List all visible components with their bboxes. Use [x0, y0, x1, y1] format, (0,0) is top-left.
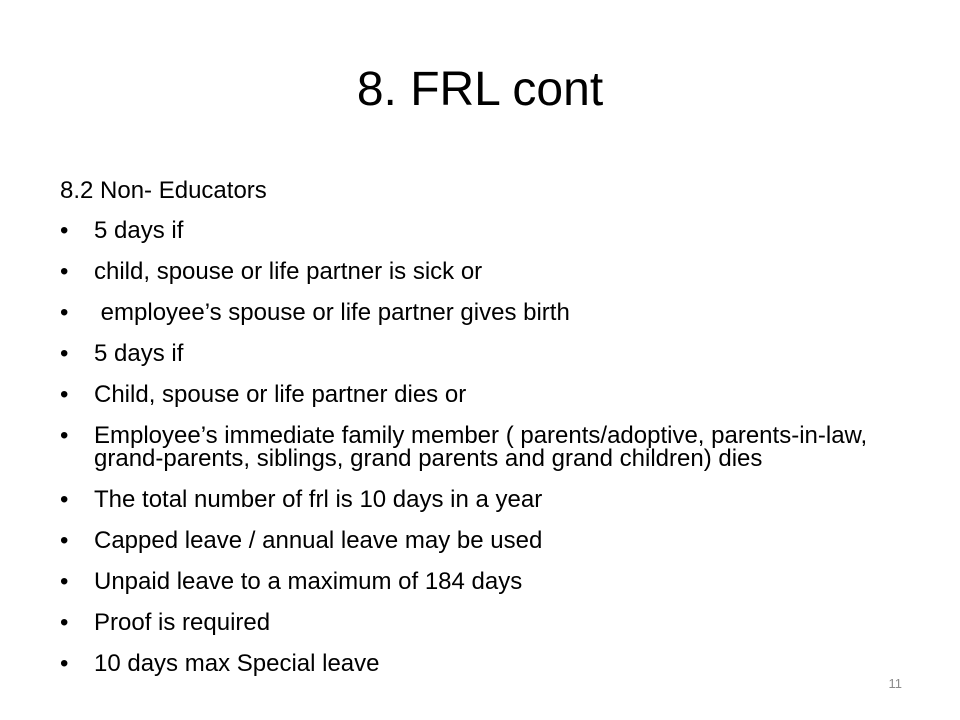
list-item: [60, 485, 880, 515]
bullet-text: Capped leave / annual leave may be used: [94, 527, 543, 554]
bullet-text: employee’s spouse or life partner gives birth: [94, 299, 570, 326]
list-item: [60, 339, 880, 369]
bullet-text: Proof is required: [94, 609, 271, 636]
bullet-icon: •: [60, 381, 69, 408]
bullet-text: Employee’s immediate family member ( parents/adoptive, parents-in-law, grand-parents, siblings, grand parents and grand children) dies: [94, 422, 874, 472]
bullet-icon: •: [60, 217, 69, 244]
page-number: 11: [888, 676, 902, 691]
list-item: [60, 567, 880, 597]
bullet-icon: •: [60, 609, 69, 636]
bullet-icon: •: [60, 650, 69, 677]
list-item: [60, 421, 880, 474]
bullet-icon: •: [60, 422, 69, 449]
list-item: [60, 298, 880, 328]
bullet-icon: •: [60, 299, 69, 326]
bullet-text: Child, spouse or life partner dies or: [94, 381, 467, 408]
list-item: [60, 257, 880, 287]
list-item: [60, 608, 880, 638]
bullet-text: 5 days if: [94, 340, 184, 367]
bullet-text: The total number of frl is 10 days in a year: [94, 486, 543, 513]
section-subheading: 8.2 Non- Educators: [60, 177, 267, 204]
list-item: [60, 526, 880, 556]
bullet-icon: •: [60, 568, 69, 595]
bullet-text: child, spouse or life partner is sick or: [94, 258, 483, 285]
bullet-icon: •: [60, 258, 69, 285]
bullet-text: 5 days if: [94, 217, 184, 244]
list-item: [60, 216, 880, 246]
list-item: [60, 649, 880, 679]
slide-title: 8. FRL cont: [356, 63, 604, 116]
bullet-icon: •: [60, 527, 69, 554]
slide-content: [60, 176, 880, 690]
bullet-text: Unpaid leave to a maximum of 184 days: [94, 568, 523, 595]
bullet-text: 10 days max Special leave: [94, 650, 380, 677]
bullet-list: [60, 216, 880, 679]
bullet-icon: •: [60, 486, 69, 513]
list-item: [60, 380, 880, 410]
bullet-icon: •: [60, 340, 69, 367]
